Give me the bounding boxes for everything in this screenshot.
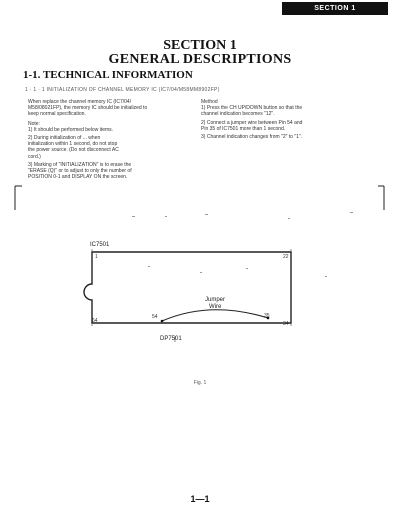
note-item: 1) It should be performed below items. (28, 126, 114, 133)
dp-label: DP7501 (160, 336, 182, 342)
pin-54-dot (161, 320, 164, 323)
pin-35-label: 35 (264, 313, 270, 319)
method-step: 3) Channel indication changes from "2" to "1". (201, 134, 303, 141)
pin-1-label: 1 (95, 254, 98, 260)
ic-leads (92, 249, 291, 326)
section-number: SECTION 1 (163, 38, 237, 53)
figure-frame (15, 186, 384, 210)
pin-54-label: 54 (152, 314, 158, 320)
page-number: 1—1 (190, 494, 210, 504)
wire-label: Wire (209, 304, 222, 310)
section-tab: SECTION 1 (282, 2, 388, 15)
method-heading: Method (201, 99, 218, 105)
scan-marks (132, 212, 353, 277)
method-step: 2) Connect a jumper wire between Pin 54 and Pin 35 of IC7501 more than 1 second. (201, 119, 303, 132)
intro-paragraph: When replace the channel memory IC (IC7/04/ M58/08021FP), the memory IC should be initialized to keep normal specification. (28, 99, 148, 118)
note-item: 3) Marking of "INITIALIZATION" is to erase the "ERASE (Q)" or to adjust to only the number of POSITION 0-1 and DISPLAY ON the screen. (28, 161, 132, 181)
jumper-label: Jumper (205, 297, 226, 303)
pin-64-label: 64 (92, 318, 98, 324)
section-heading: 1-1. TECHNICAL INFORMATION (23, 69, 193, 81)
jumper-wire (162, 310, 268, 321)
page-title: GENERAL DESCRIPTIONS (108, 52, 292, 67)
method-step: 1) Press the CH UP/DOWN button so that the channel indication becomes "12". (201, 105, 303, 118)
pin-34-label: 34 (283, 321, 289, 327)
figure-caption: Fig. 1 (193, 380, 207, 386)
pin-22-label: 22 (283, 254, 289, 260)
note-label: Note: (28, 120, 40, 127)
note-item: 2) During initialization of ... when initialization within 1 second, do not stop the power source. (Do not disconnect AC cord.) (28, 135, 119, 160)
subsection-heading: 1 · 1 · 1 INITIALIZATION OF CHANNEL MEMORY IC (IC7/04/M58MM8902FP) (25, 87, 220, 93)
ic-label: IC7501 (90, 242, 110, 248)
